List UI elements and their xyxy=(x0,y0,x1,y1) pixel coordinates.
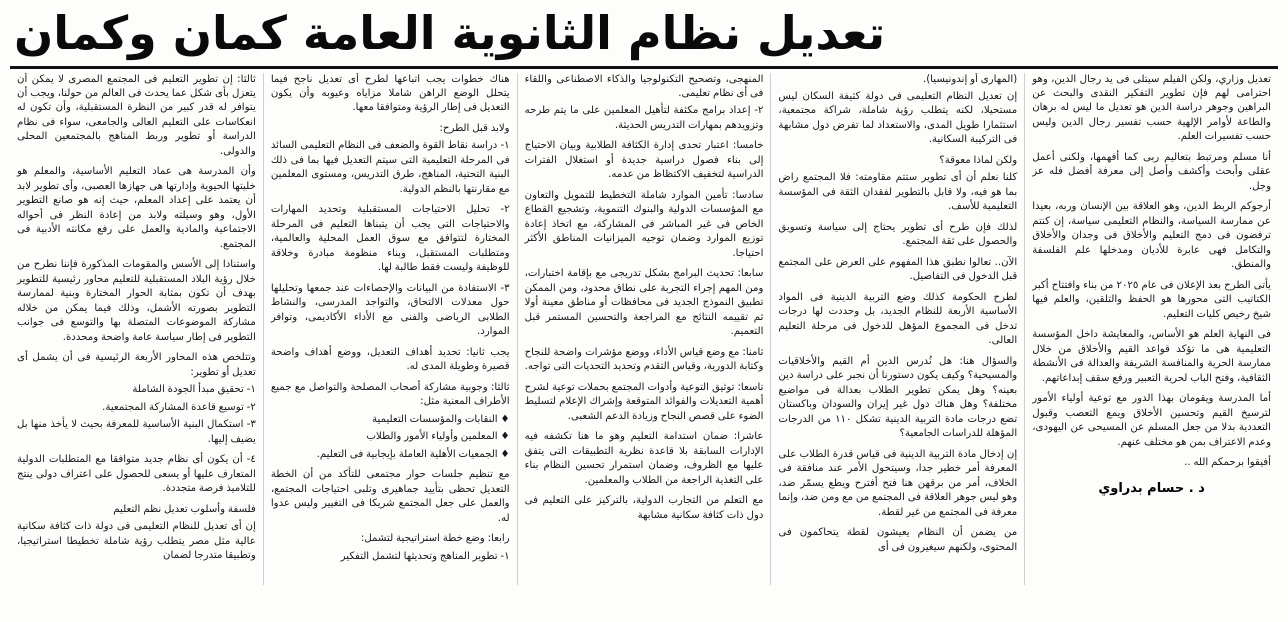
article-columns xyxy=(0,73,1288,589)
paragraph: وتتلخص هذه المحاور الأربعة الرئيسية فى أن يشمل أى تعديل أو تطوير: xyxy=(17,352,256,378)
paragraph: فى النهاية العلم هو الأساس، والمعايشة داخل المؤسسة التعليمية هى ما تؤكد قواعد القيم والأخلاق من خلال ممارسة الحرية والمنافسة الشريفة والعدالة فى الأنشطة الثقافية، وفتح الباب لحرية التعبير ورفع سقف إبداعاتهم. xyxy=(1032,329,1271,384)
article-column-2 xyxy=(770,73,1024,585)
paragraph: وأن المدرسة هى عماد التعليم الأساسية، والمعلم هو خليتها الحيوية وإدارتها هى جهازها العصبى، وأى تطوير لابد أن يعتمد على إعداد المعلم، حيث إنه هو صانع التطوير الأول، وهو وسيلته ولابد من إعادة النظر فى أحواله الاجتماعية والمادية والعمل على رفع مكانته الأدبية فى المجتمع. xyxy=(17,166,256,250)
article-column-1 xyxy=(1024,73,1278,585)
paragraph: ١- دراسة نقاط القوة والضعف فى النظام التعليمى السائد فى المرحلة التعليمية التى سيتم التعديل فيها بما فى ذلك البنية التحتية، المناهج، طرق التدريس، ومستوى المعلمين مع مقارنتها بالنظم الدولية. xyxy=(270,140,510,195)
page-title: تعديل نظام الثانوية العامة كمان وكمان xyxy=(14,6,886,60)
paragraph: من يضمن أن النظام يعيشون لقطة يتحاكمون فى المحتوى، ولكنهم سيغيرون فى أى xyxy=(778,527,1018,553)
paragraph: رابعا: وضع خطة استراتيجية لتشمل: xyxy=(360,533,510,545)
paragraph: هناك خطوات يجب اتباعها لطرح أى تعديل ناجح فيما يتحلل الوضع الراهن شاملا مزاياه وعيوبه وأن يكون التعديل فى إطار الرؤية ومتوافقا معها. xyxy=(270,73,510,114)
paragraph: ولكن لماذا معوقة؟ xyxy=(939,154,1018,166)
paragraph: ولابد قبل الطرح: xyxy=(439,122,510,134)
paragraph: مع التعلم من التجارب الدولية، بالتركيز على التعليم فى دول ذات كثافة سكانية مشابهة xyxy=(524,495,764,521)
list-item: ١- تحقيق مبدأ الجودة الشاملة xyxy=(132,384,256,396)
list-item: ٣- استكمال البنية الأساسية للمعرفة بحيث لا يأخذ منها بل يضيف إليها. xyxy=(17,419,256,445)
paragraph: أما المدرسة ويقومان بهذا الدور مع توعية أولياء الأمور لترسيخ القيم وتحسين الأخلاق ويمع التعصب وقبول التعددية بدلا من جعل المسلم عن المسيحى عن اليهودى، وعدم الاعتراف بمن هو مختلف عنهم. xyxy=(1032,393,1271,448)
paragraph: تعديل وزاري، ولكن الفيلم سيتلى فى يد رجال الدين، وهو احترامى لهم فإن تطوير التفكير النقدى والبحث عن البراهين وجوهر دراسة الدين هو تعديل ما ليس له برهان والطاعة لأوامر الإلهية حسب تفسير رجال الدين وليس حسب تفسيرات العلم. xyxy=(1032,73,1271,143)
paragraph: أنا مسلم ومرتبط بتعاليم ربى كما أفهمها، ولكنى أعمل عقلى وأبحث وأكشف وأصل إلى معرفة أفضل فله عز وجل. xyxy=(1032,151,1271,192)
article-column-4 xyxy=(263,73,517,585)
paragraph: أفيقوا برحمكم الله .. xyxy=(1184,457,1271,469)
paragraph: ثالثا: إن تطوير التعليم فى المجتمع المصرى لا يمكن أن يتعزل بأى شكل عما يحدث فى العالم من حولنا، ويجب أن يتوافر له قدر كبير من النظرة المستقبلية، وأن تكون له انعكاسات على التعليم العالى والجامعى، سواء فى نظام الدراسة أو تطوير وربط المناهج بالمجتمعين المحلى والدولى. xyxy=(17,73,256,157)
paragraph: سابعا: تحديث البرامج بشكل تدريجى مع بإقامة اختبارات، ومن المهم إجراء التجربة على نطاق محدود، ومن الممكن تطبيق النموذج الجديد فى محافظات أو مناطق معينة أولا ثم تقييمه النتائج مع المراجعة والتحسين المستمر قبل التعميم. xyxy=(524,268,764,338)
paragraph: لطرح الحكومة كذلك وضع التربية الدينية فى المواد الأساسية الأربعة للنظام الجديد، بل وحددت لها درجات تدخل فى المجموع المؤهل للدخول فى مرحلة التعليم العالى. xyxy=(778,291,1018,347)
paragraph: أرجوكم الربط الدين، وهو العلاقة بين الإنسان وربه، بعيدا عن ممارسة السياسة، والنظام التعليمى سياسة، إن كنتم ترفضون فى دمج التعليم والأخلاق فى وجدان والأخلاق والتكامل فهى عابرة للأديان ومدخلها علم الفلسفة والمنطق. xyxy=(1032,201,1271,271)
paragraph: كلنا نعلم أن أى تطوير ستتم مقاومته: فلا المجتمع راض بما هو فيه، ولا قابل بالتطوير لفقدان الثقة فى المؤسسة التعليمية للأسف. xyxy=(778,172,1018,213)
headline-divider xyxy=(10,66,1278,69)
article-column-3 xyxy=(517,73,771,585)
paragraph: ٢- تحليل الاحتياجات المستقبلية وتحديد المهارات والاحتياجات التى يجب أن يتبناها التعليم فى المرحلة المختارة لتتوافق مع سوق العمل المحلية والعالمية، ومتطلبات المستقبل، وبناء منظومة مبادرة وخلاقة للوظيفة وليست فقط طالبة لها. xyxy=(270,204,510,274)
paragraph: مع تنظيم جلسات حوار مجتمعى للتأكد من أن الخطة التعديل تحظى بتأييد جماهيرى وتلبى احتياجات المجتمع، والعمل على جعل المجتمع شريكا فى التغيير وليس عدوا له. xyxy=(270,469,510,524)
paragraph: إن تعديل النظام التعليمى فى دولة كثيفة السكان ليس مستحيلا، لكنه يتطلب رؤية شاملة، شراكة مجتمعية، استثمارا طويل المدى، والاستعداد لما تفرض دول مشابهة فى التركيبة السكانية. xyxy=(778,91,1018,146)
subheading: فلسفة وأسلوب تعديل نظم التعليم xyxy=(113,503,256,515)
byline: د . حسام بدراوي xyxy=(1098,480,1205,496)
paragraph: عاشرا: ضمان استدامة التعليم وهو ما هنا تكشفه فيه الإدارات السابقة بلا قاعدة نظرية التطبيقات التى يتفق عليها مع الظروف، وضمان استمرار تحسين النظام بناء على التغذية الراجعة من الطلاب والمعلمين. xyxy=(524,431,764,486)
list-item: ♦ الجمعيات الأهلية العاملة بإيجابية فى التعليم. xyxy=(316,448,510,460)
paragraph: ثالثا: وجوبية مشاركة أصحاب المصلحة والتواصل مع جميع الأطراف المعنية مثل: xyxy=(270,381,510,408)
paragraph: ٣- الاستفادة من البيانات والإحصاءات عند جمعها وتحليلها حول معدلات الالتحاق، والتواجد المدرسى، والنشاط الطلابى الرياضى والفنى مع الأداء الأكاديمى، وتوافر الموارد. xyxy=(270,282,510,338)
paragraph: خامسا: اعتبار تحدى إدارة الكثافة الطلابية وبيان الاحتياج إلى بناء فصول دراسية جديدة أو استغلال الفترات الدراسية لتخفيف الاكتظاظ من عدمه. xyxy=(524,140,764,181)
article-column-5 xyxy=(10,73,263,585)
paragraph: تاسعا: توثيق التوعية وأدوات المجتمع بحملات توعية لشرح أهمية التعديلات والفوائد المتوقعة وإشراك الإعلام لتسليط الضوء على قصص النجاح وزيادة الدعم الشعبى. xyxy=(524,381,764,422)
paragraph: سادسا: تأمين الموارد شاملة التخطيط للتمويل والتعاون مع المؤسسات الدولية والبنوك التنموية، وتشجيع القطاع الخاص فى غير المباشر فى المشاركة، مع اتخاذ إعادة توزيع الموارد وضمان توجيه الميزانيات المناطق الأكثر احتياجا. xyxy=(524,189,764,259)
paragraph: الآن.. تعالوا نطبق هذا المفهوم على العرض على المجتمع قبل الدخول فى التفاصيل. xyxy=(778,256,1018,283)
paragraph: ١- تطوير المناهج وتحديثها لتشمل التفكير xyxy=(340,550,510,562)
list-item: ٤- أن يكون أى نظام جديد متوافقا مع المتطلبات الدولية المتعارف عليها أو يسعى للحصول على اعتراف دولى ينتج للتلاميذ فرصة متجددة. xyxy=(17,454,256,495)
paragraph: (المهارى أو إندونيسيا). xyxy=(922,73,1018,85)
paragraph: لذلك فإن طرح أى تطوير يحتاج إلى سياسة وتسويق والحصول على ثقة المجتمع. xyxy=(778,221,1018,248)
paragraph: والسؤال هنا: هل نُدرس الدين أم القيم والأخلاقيات والمسيحية؟ وكيف يكون دستورنا أن نجبر على دراسة دين بعينه؟ وهل يمكن تطوير الطلاب بعدالة فى مواضيع مختلفة؟ وهل هناك دول غير إيران والسودان وباكستان تضع درجات مادة التربية الدينية تشكل ١١٠ من الدرجات المؤهلة للدراسات الجامعية؟ xyxy=(778,355,1018,440)
list-item: ♦ النقابات والمؤسسات التعليمية xyxy=(372,413,510,425)
paragraph: إن أى تعديل للنظام التعليمى فى دولة ذات كثافة سكانية عالية مثل مصر يتطلب رؤية شاملة تخطيطا استراتيجيا، وتطبيقا متدرجا لضمان xyxy=(17,521,256,562)
paragraph: المنهجى، وتصحيح التكنولوجيا والذكاء الاصطناعى واللقاء فى أى نظام تعليمى. xyxy=(524,73,764,99)
paragraph: واستنادا إلى الأسس والمقومات المذكورة فإننا نطرح من خلال رؤية البلاد المستقبلية للتعليم محاور رئيسية للتطوير بهدف أن تكون بمثابة الحوار المختارة وبنية لممارسة التطوير بصورته الأشمل، وذلك فيما يمكن من خلاله مشاركة الموضوعات المتصلة بها والتوسع فى جوانب التطوير فى إطار سياسة عامة واضحة ومحددة. xyxy=(17,259,256,343)
paragraph: يأتى الطرح بعد الإعلان فى عام ٢٠٢٥ من بناء وافتتاح أكبر الكتاتيب التى محورها هو الحفظ والتلقين، والعلم فيها شيخ رخيص كليات التعليم. xyxy=(1032,279,1271,320)
paragraph: يجب ثانيا: تحديد أهداف التعديل، ووضع أهداف واضحة قصيرة وطويلة المدى له. xyxy=(270,346,510,373)
list-item: ٢- توسيع قاعدة المشاركة المجتمعية. xyxy=(102,401,256,413)
paragraph: إن إدخال مادة التربية الدينية فى قياس قدرة الطلاب على المعرفة أمر خطير جدا، وسيتحول الأمر عند منافقة فى الخلاف، أمر من برقهن هنا فتح أفترح ويطع يسمّر ضد، وهو ليس جوهر العلاقة فى المجتمع من مع ومن ضد، وإنما معرفة فى المجتمع من غير لقطة. xyxy=(778,448,1018,518)
list-item: ♦ المعلمين وأولياء الأمور والطلاب xyxy=(366,431,510,443)
paragraph: ثامنا: مع وضع قياس الأداء، ووضع مؤشرات واضحة للنجاح وكتابة الدورية، وقياس التقدم وتحديد التحديات التى تواجه. xyxy=(524,346,764,373)
paragraph: ٢- إعداد برامج مكثفة لتأهيل المعلمين على ما يتم طرحه وتزويدهم بمهارات التدريس الحديثة. xyxy=(524,105,764,131)
